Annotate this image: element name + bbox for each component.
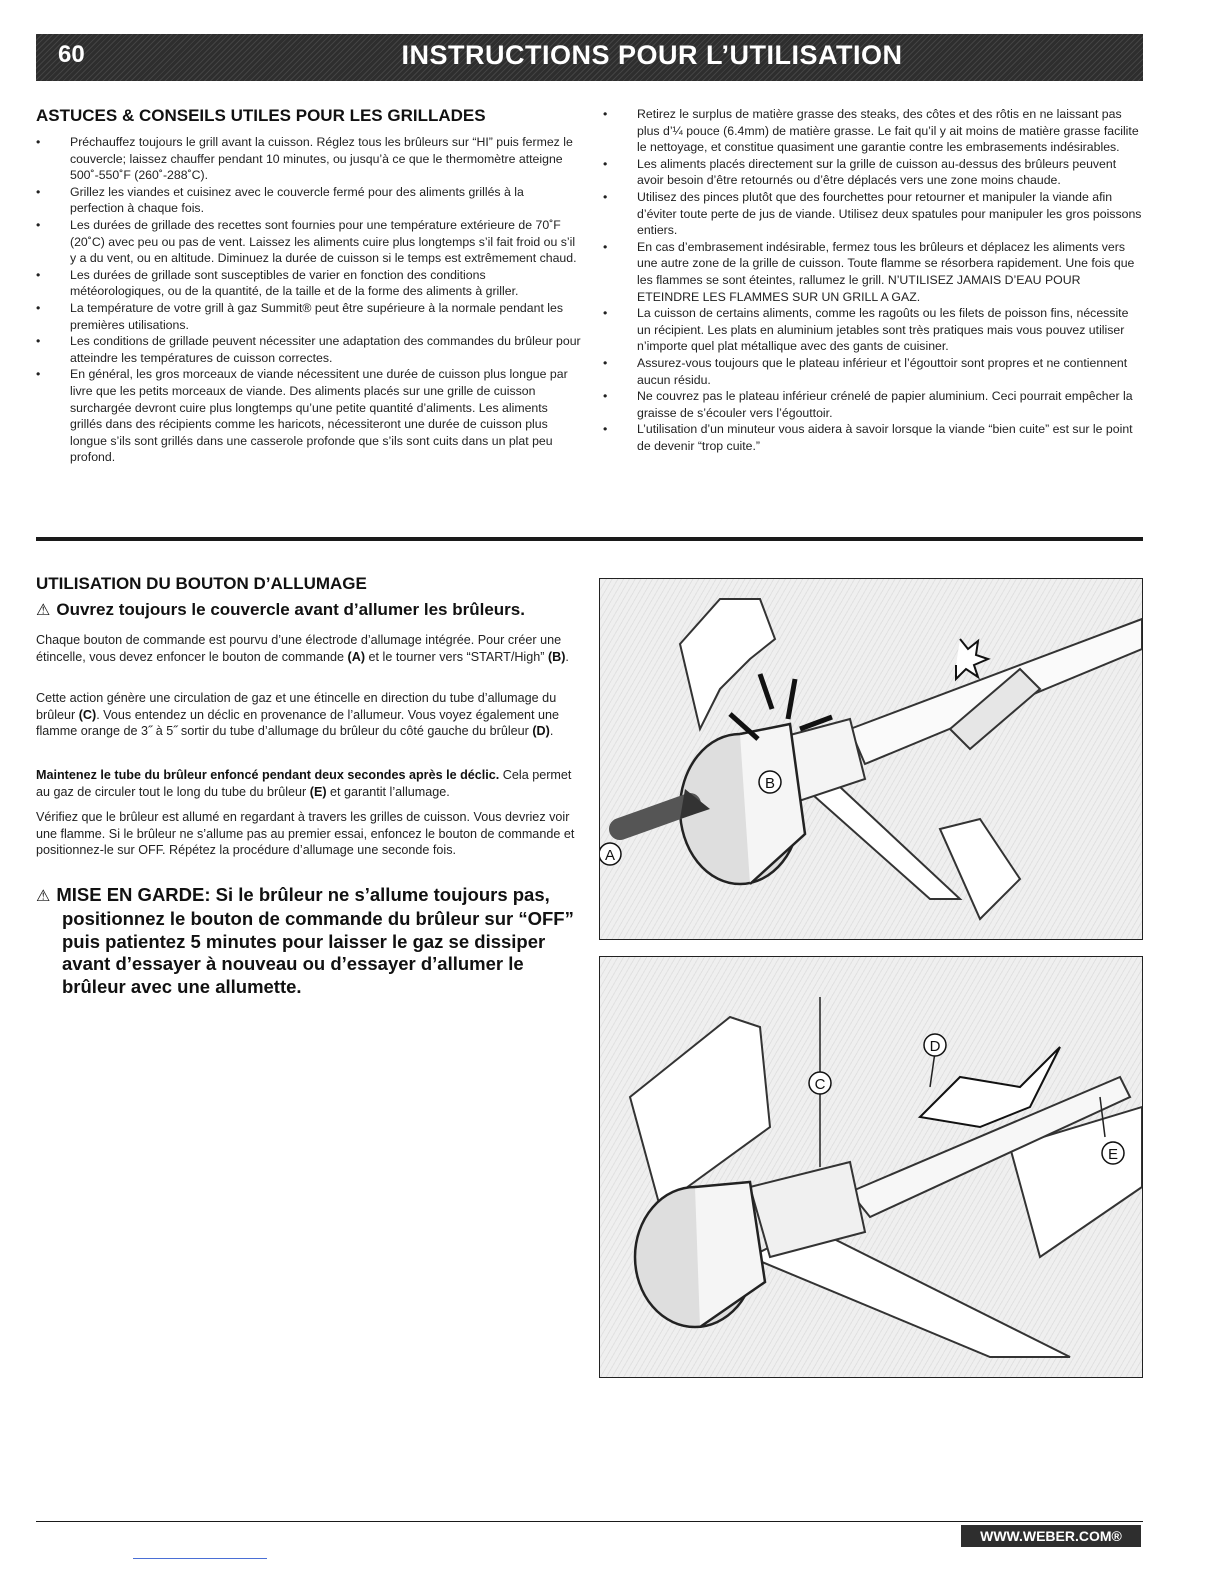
ignition-heading: UTILISATION DU BOUTON D’ALLUMAGE: [36, 574, 367, 593]
section-divider: [36, 537, 1143, 541]
list-item: • La température de votre grill à gaz Summit® peut être supérieure à la normale pendant les premières utilisations.: [36, 300, 581, 333]
list-item: • Les aliments placés directement sur la grille de cuisson au-dessus des brûleurs peuvent avoir besoin d’être retournés ou d’être déplacés vers une zone moins chaude.: [603, 156, 1143, 189]
list-item: • En cas d’embrasement indésirable, fermez tous les brûleurs et déplacez les aliments vers une autre zone de la grille de cuisson. Toute flamme se résorbera rapidement. Une fois que les flammes se sont éteintes, rallumez le grill. N’UTILISEZ JAMAIS D’EAU POUR ETEINDRE LES FLAMMES SUR UN GRILL A GAZ.: [603, 239, 1143, 305]
list-item: • Assurez-vous toujours que le plateau inférieur et l’égouttoir sont propres et ne contiennent aucun résidu.: [603, 355, 1143, 388]
knob-illustration: [600, 579, 1142, 939]
warning-triangle-icon: ⚠: [36, 602, 51, 619]
list-item: • Les durées de grillade des recettes sont fournies pour une température extérieure de 70˚F (20˚C) avec peu ou pas de vent. Laissez les aliments cuire plus longtemps s’il fait froid ou s’il y a du vent, ou en altitude. Diminuez la durée de cuisson si le temps est extrêmement chaud.: [36, 217, 581, 267]
list-item: • En général, les gros morceaux de viande nécessitent une durée de cuisson plus longue par livre que les petits morceaux de viande. Des aliments placés sur une grille de cuisson surchargée devront cuire plus longtemps qu’une petite quantité d’aliments. Les aliments grillés dans des récipients comme les haricots, nécessiteront une durée de cuisson plus longue s’ils sont grillés dans une casserole profonde que s’ils sont cuits dans un plat peu profond.: [36, 366, 581, 466]
list-item: • Grillez les viandes et cuisinez avec le couvercle fermé pour des aliments grillés à la perfection à chaque fois.: [36, 184, 581, 217]
label-c: C: [814, 1076, 826, 1093]
ignition-paragraph-2: Cette action génère une circulation de gaz et une étincelle en direction du tube d’allumage du brûleur (C). Vous entendez un déclic en provenance de l’allumeur. Vous voyez également une flamme orange de 3˝ à 5˝ sortir du tube d’allumage du brûleur du côté gauche du brûleur (D).: [36, 691, 559, 739]
burner-illustration: [600, 957, 1142, 1377]
page-number: 60: [58, 41, 85, 68]
label-b: B: [764, 775, 776, 792]
list-item: • Les durées de grillade sont susceptibles de varier en fonction des conditions météorologiques, ou de la quantité, de la taille et de la forme des aliments à griller.: [36, 267, 581, 300]
open-lid-warning: ⚠ Ouvrez toujours le couvercle avant d’allumer les brûleurs.: [36, 600, 525, 619]
warning-triangle-icon: ⚠: [36, 888, 51, 905]
list-item: • Les conditions de grillade peuvent nécessiter une adaptation des commandes du brûleur pour atteindre les températures de cuisson correctes.: [36, 333, 581, 366]
ignition-paragraph-4: Vérifiez que le brûleur est allumé en regardant à travers les grilles de cuisson. Vous devriez voir une flamme. Si le brûleur ne s’allume pas au premier essai, enfoncez le bouton de commande et positionnez-le sur OFF. Répétez la procédure d’allumage une seconde fois.: [36, 810, 575, 858]
caution-warning: ⚠ MISE EN GARDE: Si le brûleur ne s’allume toujours pas, positionnez le bouton de commande du brûleur sur “OFF” puis patientez 5 minutes pour laisser le gaz se dissiper avant d’essayer à nouveau ou d’essayer d’allumer le brûleur avec une allumette.: [36, 884, 574, 997]
list-item: • Préchauffez toujours le grill avant la cuisson. Réglez tous les brûleurs sur “HI” puis fermez le couvercle; laissez chauffer pendant 10 minutes, ou jusqu’à ce que le thermomètre atteigne 500˚-550˚F (260˚-288˚C).: [36, 134, 581, 184]
list-item: • Retirez le surplus de matière grasse des steaks, des côtes et des rôtis en ne laissant pas plus d’¼ pouce (6.4mm) de matière grasse. Le fait qu’il y ait moins de matière grasse facilite le nettoyage, et constitue quasiment une garantie contre les embrasements indésirables.: [603, 106, 1143, 156]
tips-heading: ASTUCES & CONSEILS UTILES POUR LES GRILLADES: [36, 106, 486, 125]
page-title: INSTRUCTIONS POUR L’UTILISATION: [401, 40, 903, 70]
tips-list-left: [36, 134, 581, 466]
ignition-paragraph-1: Chaque bouton de commande est pourvu d’une électrode d’allumage intégrée. Pour créer une étincelle, vous devez enfoncer le bouton de commande (A) et le tourner vers “START/High” (B).: [36, 633, 569, 664]
label-a: A: [604, 847, 616, 864]
ignition-paragraph-3: Maintenez le tube du brûleur enfoncé pendant deux secondes après le déclic. Cela permet au gaz de circuler tout le long du tube du brûleur (E) et garantit l’allumage.: [36, 768, 572, 799]
footer-rule: [36, 1521, 1143, 1522]
list-item: • Utilisez des pinces plutôt que des fourchettes pour retourner et manipuler la viande afin d’éviter toute perte de jus de viande. Utilisez deux spatules pour manipuler les gros poissons entiers.: [603, 189, 1143, 239]
ignition-figure-top: [599, 578, 1143, 940]
website-url[interactable]: WWW.WEBER.COM®: [961, 1525, 1141, 1547]
footer-underline: [133, 1558, 267, 1559]
list-item: • Ne couvrez pas le plateau inférieur crénelé de papier aluminium. Ceci pourrait empêcher la graisse de s’écouler vers l’égouttoir.: [603, 388, 1143, 421]
ignition-figure-bottom: [599, 956, 1143, 1378]
label-e: E: [1107, 1146, 1119, 1163]
list-item: • La cuisson de certains aliments, comme les ragoûts ou les filets de poisson fins, nécessite un récipient. Les plats en aluminium jetables sont très pratiques mais vous pouvez utiliser n’importe quel plat métallique avec des gants de cuisiner.: [603, 305, 1143, 355]
tips-list-right: [603, 106, 1143, 454]
label-d: D: [929, 1038, 941, 1055]
list-item: • L’utilisation d’un minuteur vous aidera à savoir lorsque la viande “bien cuite” est sur le point de devenir “trop cuite.”: [603, 421, 1143, 454]
